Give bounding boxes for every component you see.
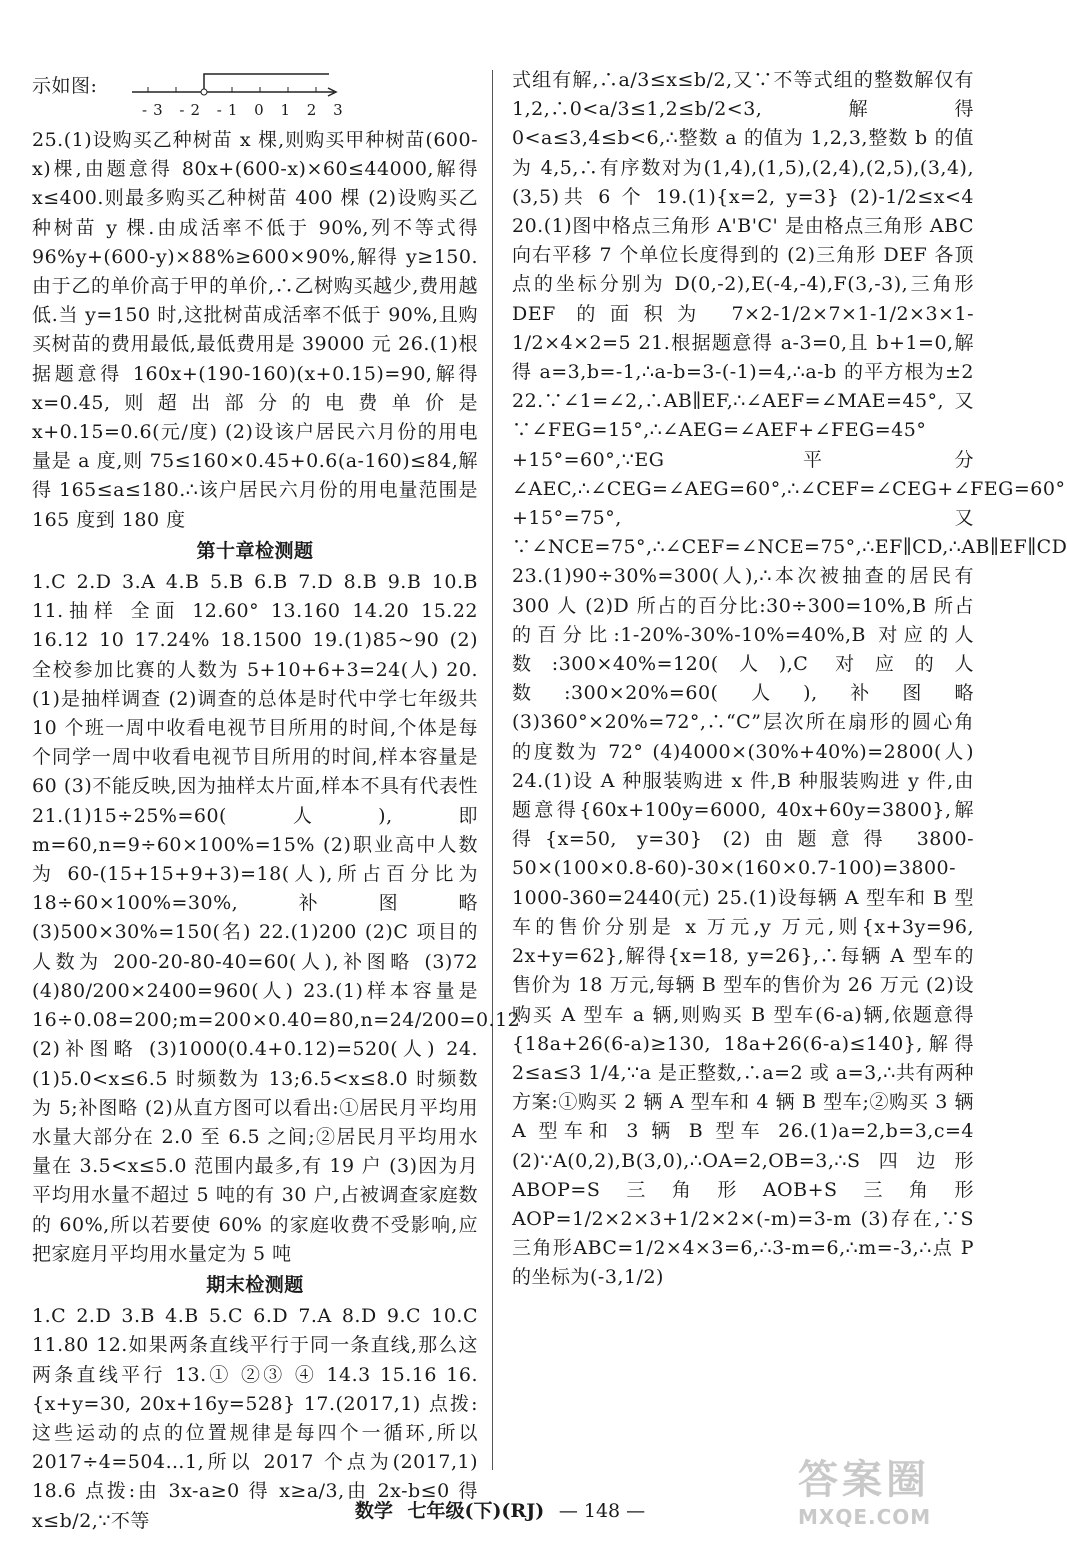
right-column [512, 66, 1067, 1293]
number-line-figure [32, 66, 478, 126]
section-title-final: 期末检测题 [206, 1273, 304, 1296]
left-column [32, 66, 521, 1536]
number-line-label: 示如图: [32, 75, 98, 97]
watermark-logo [798, 1448, 978, 1528]
page-number: — 148 — [558, 1500, 646, 1522]
watermark-line2: MXQE.COM [798, 1505, 932, 1529]
answers-block-1: 25.(1)设购买乙种树苗 x 棵,则购买甲种树苗(600-x)棵,由题意得 80x+(600-x)×60≤44000,解得 x≤400.则最多购买乙种树苗 400 棵 (2)设购买乙种树苗 y 棵.由成活率不低于 90%,列不等式得 96%y+(600-y)×88%≥600×90%,解得 y≥150.由于乙的单价高于甲的单价,∴乙树购买越少,费用越低.当 y=150 时,这批树苗成活率不低于 90%,且购买树苗的费用最低,最低费用是 39000 元 26.(1)根据题意得 160x+(190-160)(x+0.15)=90,解得 x=0.45,则超出部分的电费单价是 x+0.15=0.6(元/度) (2)设该户居民六月份的用电量是 a 度,则 75≤160×0.45+0.6(a-160)≤84,解得 165≤a≤180.∴该户居民六月份的用电量范围是 165 度到 180 度 [32, 129, 478, 531]
answers-block-4: 式组有解,∴a/3≤x≤b/2,又∵不等式组的整数解仅有 1,2,∴0<a/3≤1,2≤b/2<3,解得 0<a≤3,4≤b<6,∴整数 a 的值为 1,2,3,整数 b 的值为 4,5,∴有序数对为(1,4),(1,5),(2,4),(2,5),(3,4),(3,5)共 6 个 19.(1){x=2, y=3} (2)-1/2≤x<4 20.(1)图中格点三角形 A'B'C' 是由格点三角形 ABC 向右平移 7 个单位长度得到的 (2)三角形 DEF 各顶点的坐标分别为 D(0,-2),E(-4,-4),F(3,-3),三角形 DEF 的面积为 7×2-1/2×7×1-1/2×3×1-1/2×4×2=5 21.根据题意得 a-3=0,且 b+1=0,解得 a=3,b=-1,∴a-b=3-(-1)=4,∴a-b 的平方根为±2 22.∵∠1=∠2,∴AB∥EF,∴∠AEF=∠MAE=45°,又∵∠FEG=15°,∴∠AEG=∠AEF+∠FEG=45°+15°=60°,∵EG 平分∠AEC,∴∠CEG=∠AEG=60°,∴∠CEF=∠CEG+∠FEG=60°+15°=75°,又∵∠NCE=75°,∴∠CEF=∠NCE=75°,∴EF∥CD,∴AB∥EF∥CD 23.(1)90÷30%=300(人),∴本次被抽查的居民有 300 人 (2)D 所占的百分比:30÷300=10%,B 所占的百分比:1-20%-30%-10%=40%,B 对应的人数:300×40%=120(人),C 对应的人数:300×20%=60(人),补图略 (3)360°×20%=72°,∴“C”层次所在扇形的圆心角的度数为 72° (4)4000×(30%+40%)=2800(人) 24.(1)设 A 种服装购进 x 件,B 种服装购进 y 件,由题意得{60x+100y=6000, 40x+60y=3800},解得{x=50, y=30} (2)由题意得 3800-50×(100×0.8-60)-30×(160×0.7-100)=3800-1000-360=2440(元) 25.(1)设每辆 A 型车和 B 型车的售价分别是 x 万元,y 万元,则{x+3y=96, 2x+y=62},解得{x=18, y=26},∴每辆 A 型车的售价为 18 万元,每辆 B 型车的售价为 26 万元 (2)设购买 A 型车 a 辆,则购买 B 型车(6-a)辆,依题意得{18a+26(6-a)≥130, 18a+26(6-a)≤140},解得 2≤a≤3 1/4,∵a 是正整数,∴a=2 或 a=3,∴共有两种方案:①购买 2 辆 A 型车和 4 辆 B 型车;②购买 3 辆 A 型车和 3 辆 B 型车 26.(1)a=2,b=3,c=4 (2)∵A(0,2),B(3,0),∴OA=2,OB=3,∴S四边形ABOP=S三角形AOB+S三角形AOP=1/2×2×3+1/2×2×(-m)=3-m (3)存在,∵S三角形ABC=1/2×4×3=6,∴3-m=6,∴m=-3,∴点 P 的坐标为(-3,1/2) [512, 69, 1067, 1289]
column-divider [492, 70, 493, 1470]
watermark-line1: 答案圈 [798, 1457, 930, 1503]
number-line-ticks: -3 -2 -1 0 1 2 3 [142, 101, 349, 119]
answers-block-3: 1.C 2.D 3.B 4.B 5.C 6.D 7.A 8.D 9.C 10.C 11.80 12.如果两条直线平行于同一条直线,那么这两条直线平行 13.① ②③ ④ 14.3 15.16 16.{x+y=30, 20x+16y=528} 17.(2017,1) 点拨:这些运动的点的位置规律是每四个一循环,所以 2017÷4=504…1,所以 2017 个点为(2017,1) 18.6 点拨:由 3x-a≥0 得 x≥a/3,由 2x-b≤0 得 x≤b/2,∵不等 [32, 1305, 478, 1532]
section-title-chapter10: 第十章检测题 [196, 539, 314, 562]
footer-subject: 数学 [354, 1500, 393, 1522]
footer-grade: 七年级(下)(RJ) [407, 1500, 545, 1522]
answers-block-2: 1.C 2.D 3.A 4.B 5.B 6.B 7.D 8.B 9.B 10.B 11.抽样 全面 12.60° 13.160 14.20 15.22 16.12 10 17.24% 18.1500 19.(1)85~90 (2)全校参加比赛的人数为 5+10+6+3=24(人) 20.(1)是抽样调查 (2)调查的总体是时代中学七年级共 10 个班一周中收看电视节目所用的时间,个体是每个同学一周中收看电视节目所用的时间,样本容量是 60 (3)不能反映,因为抽样太片面,样本不具有代表性 21.(1)15÷25%=60(人),即 m=60,n=9÷60×100%=15% (2)职业高中人数为 60-(15+15+9+3)=18(人),所占百分比为 18÷60×100%=30%,补图略 (3)500×30%=150(名) 22.(1)200 (2)C 项目的人数为 200-20-80-40=60(人),补图略 (3)72 (4)80/200×2400=960(人) 23.(1)样本容量是 16÷0.08=200;m=200×0.40=80,n=24/200=0.12 (2)补图略 (3)1000(0.4+0.12)=520(人) 24.(1)5.0<x≤6.5 时频数为 13;6.5<x≤8.0 时频数为 5;补图略 (2)从直方图可以看出:①居民月平均用水量大部分在 2.0 至 6.5 之间;②居民月平均用水量在 3.5<x≤5.0 范围内最多,有 19 户 (3)因为月平均用水量不超过 5 吨的有 30 户,占被调查家庭数的 60%,所以若要使 60% 的家庭收费不受影响,应把家庭月平均用水量定为 5 吨 [32, 571, 521, 1265]
